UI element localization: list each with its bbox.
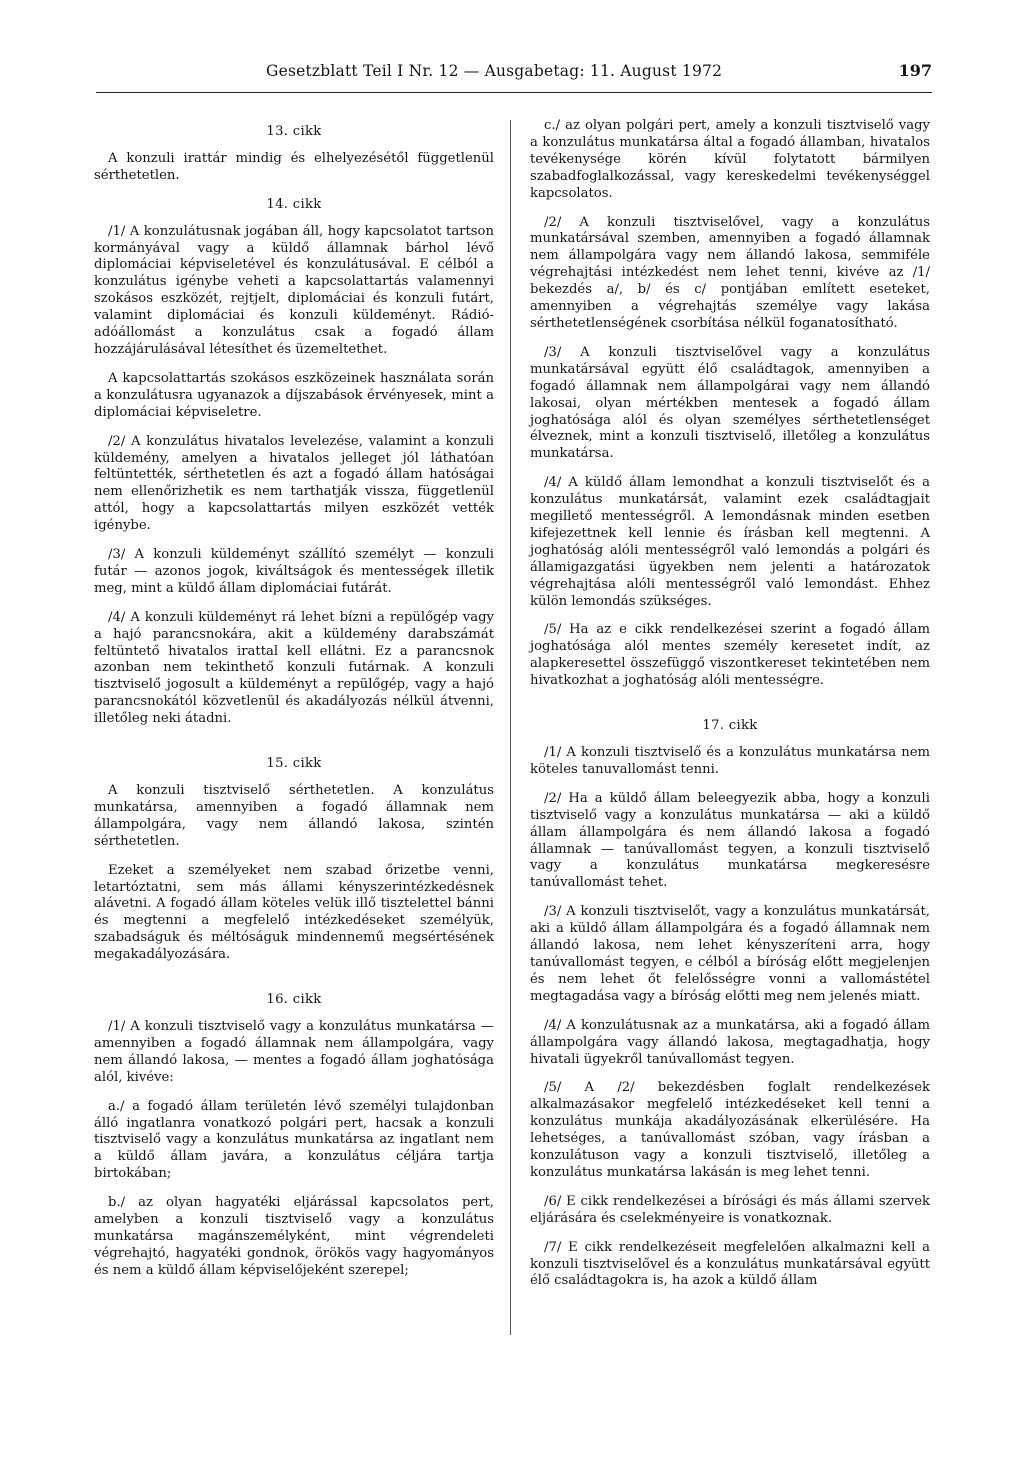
left-column [94, 118, 494, 1292]
article-17-paragraph-4: /4/ A konzulátusnak az a munkatársa, aki a fogadó állam állampolgára vagy állandó lakosa, megtagadhatja, hogy hivatali ügyekről tanúvallomást tegyen. [530, 1017, 930, 1067]
article-16-paragraph-3: /3/ A konzuli tisztviselővel vagy a konzulátus munkatársával együtt élő családtagok, amennyiben a fogadó államnak nem állampolgárai vagy nem állandó lakosai, olyan mértékben mentesek a fogadó állam joghatósága alól és olyan személyes sérthetetlenséget élveznek, mint a konzuli tisztviselő, illetőleg a konzulátus munkatársa. [530, 344, 930, 462]
article-14-paragraph-1: /1/ A konzulátusnak jogában áll, hogy kapcsolatot tartson kormányával vagy a küldő államnak bárhol lévő diplomáciai képviseletével és konzulátusával. E célból a konzulátus igénybe veheti a kapcsolattartás valamennyi szokásos eszközét, rejtjelt, diplomáciai és konzuli futárt, valamint diplomáciai és konzuli küldeményt. Rádió-adóállomást a konzulátus csak a fogadó állam hozzájárulásával létesíthet és üzemeltethet. [94, 223, 494, 357]
article-15-heading: 15. cikk [266, 756, 322, 772]
article-16-paragraph-2: /2/ A konzuli tisztviselővel, vagy a konzulátus munkatársával szemben, amennyiben a fogadó államnak nem állampolgára vagy nem állandó lakosa, semmiféle végrehajtási intézkedést nem lehet tenni, kivéve az /1/ bekezdés a/, b/ és c/ pontjában említett eseteket, amennyiben a végrehajtás személye vagy lakása sérthetetlenségének csorbítása nélkül foganatosítható. [530, 214, 930, 331]
article-17-paragraph-7: /7/ E cikk rendelkezéseit megfelelően alkalmazni kell a konzuli tisztviselővel és a konzulátus munkatársával együtt élő családtagokra is, ha azok a küldő állam [530, 1239, 930, 1289]
article-13-heading: 13. cikk [266, 124, 322, 139]
page-header [96, 62, 932, 93]
right-column [530, 118, 930, 1302]
article-15-paragraph-2: Ezeket a személyeket nem szabad őrizetbe venni, letartóztatni, sem más állami kényszerintézkedésnek alávetni. A fogadó állam köteles velük illő tisztelettel bánni és megtenni a megfelelő intézkedéseket személyük, szabadságuk és méltóságuk mindennemű megsértésének megakadályozására. [94, 862, 494, 963]
article-16-heading: 16. cikk [266, 992, 322, 1008]
article-14-paragraph-3: /3/ A konzuli küldeményt szállító személyt — konzuli futár — azonos jogok, kiváltságok és mentességek illetik meg, mint a küldő állam diplomáciai futárát. [94, 547, 494, 596]
article-16-point-c: c./ az olyan polgári pert, amely a konzuli tisztviselő vagy a konzulátus munkatársa által a fogadó államban, hivatalos tevékenysége körén kívül folytatott bármilyen szabadfoglalkozással, vagy kereskedelmi tevékenységgel kapcsolatos. [530, 118, 930, 201]
article-16-point-b: b./ az olyan hagyatéki eljárással kapcsolatos pert, amelyben a konzuli tisztviselő vagy a konzulátus munkatársa magánszemélyként, mint végrendeleti végrehajtó, hagyatéki gondnok, örökös vagy hagyományos és nem a küldő állam képviselőjeként szerepel; [94, 1195, 494, 1278]
article-17-paragraph-5: /5/ A /2/ bekezdésben foglalt rendelkezések alkalmazásakor megfelelő intézkedéseket kell tenni a konzulátus munkája akadályozásának elkerülésére. Ha lehetséges, a tanúvallomást szóban, vagy írásban a konzulátuson vagy a konzuli tisztviselő, illetőleg a konzulátus munkatársa lakásán is meg lehet tenni. [530, 1080, 930, 1180]
article-14-paragraph-2: /2/ A konzulátus hivatalos levelezése, valamint a konzuli küldemény, amelyen a hivatalos jelleget jól láthatóan feltüntették, sérthetetlen és azt a fogadó állam hatóságai nem ellenőrizhetik es nem tarthatják vissza, függetlenül attól, hogy a kapcsolattartás milyen eszközét vették igénybe. [94, 433, 494, 534]
article-14-paragraph-4: /4/ A konzuli küldeményt rá lehet bízni a repülőgép vagy a hajó parancsnokára, akit a küldemény darabszámát feltüntető hivatalos irattal kell ellátni. Ez a parancsnok azonban nem tekinthető konzuli futárnak. A konzuli tisztviselő jogosult a küldeményt a repülőgép, vagy a hajó parancsnokától közvetlenül és akadályozás nélkül átvenni, illetőleg neki átadni. [94, 609, 494, 727]
article-15-paragraph-1: A konzuli tisztviselő sérthetetlen. A konzulátus munkatársa, amennyiben a fogadó államnak nem állampolgára, vagy nem állandó lakosa, szintén sérthetetlen. [94, 783, 494, 849]
column-divider [510, 120, 511, 1335]
article-17-paragraph-3: /3/ A konzuli tisztviselőt, vagy a konzulátus munkatársát, aki a küldő állam állampolgára és a fogadó államnak nem állandó lakosa, nem lehet kényszeríteni arra, hogy tanúvallomást tegyen, e célból a bíróság előtt megjelenjen és nem lehet őt felelősségre vonni a vallomástétel megtagadása vagy a bíróság előtti meg nem jelenés miatt. [530, 904, 930, 1004]
article-17-heading: 17. cikk [702, 718, 758, 734]
article-17-paragraph-6: /6/ E cikk rendelkezései a bírósági és más állami szervek eljárására és cselekményeire is vonatkoznak. [530, 1193, 930, 1226]
article-16-paragraph-4: /4/ A küldő állam lemondhat a konzuli tisztviselőt és a konzulátus munkatársát, valamint ezek családtagjait megillető mentességről. A lemondásnak minden esetben kifejezettnek kell lennie és írásban kell megtenni. A joghatóság alóli mentességről való lemondás a polgári és államigazgatási ügyekben nem jelenti a határozatok végrehajtása alóli mentességről való lemondást. Ehhez külön lemondás szükséges. [530, 475, 930, 609]
article-16-paragraph-5: /5/ Ha az e cikk rendelkezései szerint a fogadó állam joghatósága alól mentes személy keresetet indít, az alapkeresettel összefüggő viszontkereset tekintetében nem hivatkozhat a joghatóság alóli mentességre. [530, 622, 930, 689]
page-number: 197 [898, 61, 932, 80]
running-header: Gesetzblatt Teil I Nr. 12 — Ausgabetag: 11. August 1972 [266, 62, 723, 80]
article-16-paragraph-1: /1/ A konzuli tisztviselő vagy a konzulátus munkatársa — amennyiben a fogadó államnak nem állampolgára, vagy nem állandó lakosa, — mentes a fogadó állam joghatósága alól, kivéve: [94, 1018, 494, 1085]
article-16-point-a: a./ a fogadó állam területén lévő személyi tulajdonban álló ingatlanra vonatkozó polgári pert, hacsak a konzuli tisztviselő vagy a konzulátus munkatársa az ingatlant nem a küldő állam javára, a konzulátus céljára tartja birtokában; [94, 1098, 494, 1182]
article-13-paragraph: A konzuli irattár mindig és elhelyezésétől függetlenül sérthetetlen. [94, 150, 494, 183]
article-14-heading: 14. cikk [266, 196, 322, 212]
article-17-paragraph-1: /1/ A konzuli tisztviselő és a konzulátus munkatársa nem köteles tanuvallomást tenni. [530, 745, 930, 777]
article-14-paragraph-1b: A kapcsolattartás szokásos eszközeinek használata során a konzulátusra ugyanazok a díjszabások érvényesek, mint a diplomáciai képviseletre. [94, 370, 494, 420]
article-17-paragraph-2: /2/ Ha a küldő állam beleegyezik abba, hogy a konzuli tisztviselő vagy a konzulátus munkatársa — aki a küldő állam állampolgára és nem állandó lakosa a fogadó államnak — tanúvallomást tegyen, a konzuli tisztviselő vagy a konzulátus munkatársa megkeresésre tanúvallomást tehet. [530, 790, 930, 891]
